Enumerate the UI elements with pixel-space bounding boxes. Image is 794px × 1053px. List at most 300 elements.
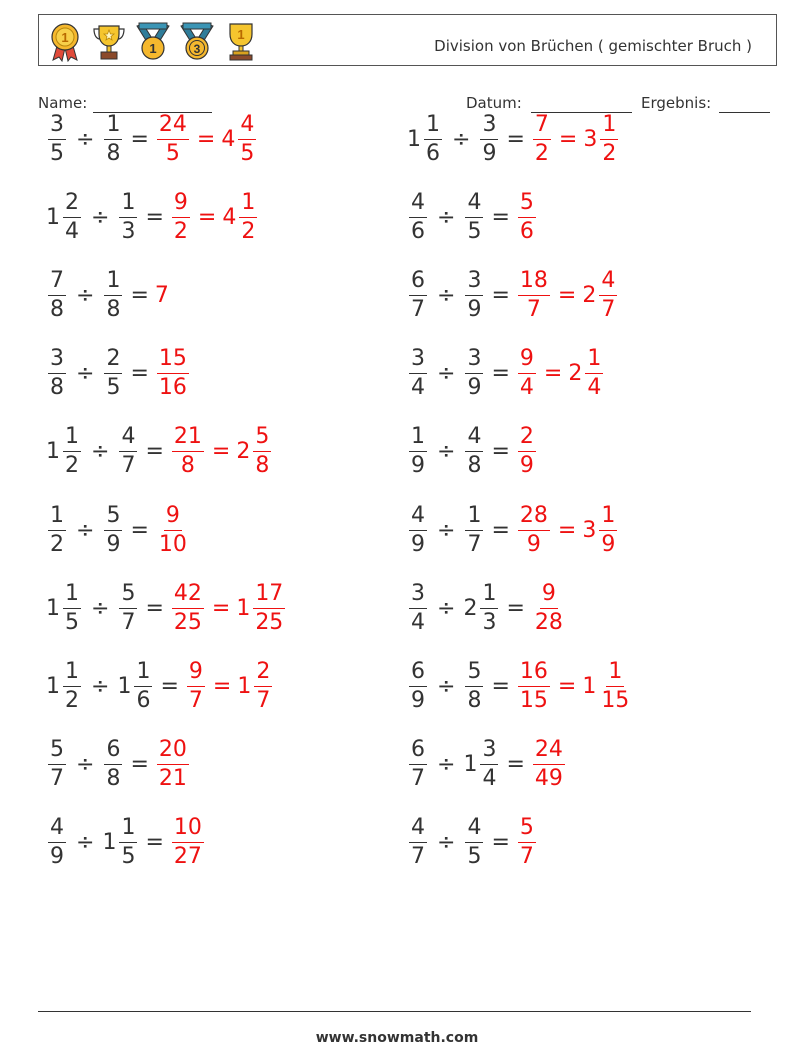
equals-sign-answer: = [211, 595, 231, 621]
fraction [465, 502, 483, 557]
numerator: 17 [253, 583, 285, 609]
mixed-number [46, 739, 68, 790]
fraction [518, 267, 550, 322]
problem-3 [46, 182, 259, 252]
mixed-number [170, 426, 206, 477]
numerator: 5 [518, 817, 536, 843]
numerator: 1 [606, 661, 624, 687]
equals-sign-answer: = [197, 204, 217, 230]
denominator: 5 [106, 375, 121, 401]
problem-11 [46, 495, 191, 565]
whole-part: 1 [237, 673, 252, 699]
mixed-number [531, 739, 567, 790]
fraction [157, 739, 189, 790]
whole-part: 1 [463, 752, 478, 778]
equals-sign: = [145, 595, 164, 621]
equals-sign: = [491, 830, 510, 856]
denominator: 4 [65, 218, 79, 244]
trophy-star-icon [89, 20, 129, 62]
numerator: 20 [157, 739, 189, 765]
svg-text:1: 1 [61, 30, 69, 45]
divide-sign: ÷ [91, 204, 110, 230]
fraction [585, 348, 603, 399]
denominator: 4 [411, 375, 425, 401]
denominator: 7 [519, 844, 534, 870]
whole-part: 2 [236, 439, 251, 465]
numerator: 4 [409, 817, 427, 843]
denominator: 16 [158, 375, 187, 401]
mixed-number [236, 426, 273, 477]
denominator: 2 [173, 218, 188, 244]
numerator: 5 [119, 583, 137, 609]
denominator: 9 [411, 453, 425, 479]
whole-part: 1 [582, 673, 597, 699]
mixed-number [407, 348, 429, 399]
fraction [63, 426, 81, 477]
numerator: 18 [518, 270, 550, 296]
mixed-number [117, 580, 139, 635]
divide-sign: ÷ [76, 517, 95, 543]
numerator: 1 [480, 583, 498, 609]
award-icons [45, 20, 261, 62]
fraction [119, 817, 137, 868]
divide-sign: ÷ [91, 595, 110, 621]
footer-url: www.snowmath.com [315, 1030, 479, 1046]
equals-sign: = [491, 282, 510, 308]
fraction [533, 580, 565, 635]
numerator: 3 [465, 270, 483, 296]
whole-part: 1 [407, 126, 421, 152]
footer-divider [38, 1011, 751, 1012]
mixed-number [170, 580, 206, 635]
denominator: 8 [106, 296, 121, 322]
numerator: 1 [104, 270, 122, 296]
fraction [157, 348, 189, 399]
denominator: 4 [411, 609, 425, 635]
mixed-number [46, 580, 83, 635]
denominator: 6 [519, 218, 534, 244]
fraction [239, 189, 257, 244]
mixed-number [463, 426, 485, 477]
numerator: 2 [518, 426, 536, 452]
denominator: 7 [411, 766, 425, 792]
mixed-number [102, 111, 124, 166]
numerator: 6 [104, 739, 122, 765]
problem-9 [46, 417, 273, 487]
mixed-number [237, 658, 274, 713]
equals-sign: = [491, 204, 510, 230]
fraction [518, 817, 536, 868]
fraction [465, 189, 483, 244]
denominator: 7 [467, 531, 482, 557]
problem-4 [407, 182, 538, 252]
problem-10 [407, 417, 538, 487]
equals-sign: = [130, 126, 149, 152]
divide-sign: ÷ [437, 673, 456, 699]
fraction [533, 739, 565, 790]
equals-sign: = [506, 595, 525, 621]
numerator: 2 [63, 192, 81, 218]
mixed-number [46, 189, 83, 244]
mixed-number [463, 267, 485, 322]
fraction [157, 111, 189, 166]
name-label: Name: [38, 94, 88, 112]
denominator: 9 [106, 531, 121, 557]
mixed-number [582, 658, 633, 713]
result-label: Ergebnis: [641, 94, 712, 112]
mixed-number [463, 817, 485, 868]
result-field[interactable] [719, 112, 770, 113]
numerator: 1 [48, 505, 66, 531]
numerator: 7 [48, 270, 66, 296]
equals-sign: = [130, 361, 149, 387]
numerator: 3 [48, 114, 66, 140]
problem-19 [46, 808, 206, 878]
divide-sign: ÷ [91, 673, 110, 699]
divide-sign: ÷ [437, 752, 456, 778]
denominator: 6 [411, 218, 425, 244]
mixed-number [516, 502, 552, 557]
problem-5 [46, 260, 170, 330]
denominator: 9 [467, 375, 482, 401]
problem-16 [407, 651, 633, 721]
numerator: 3 [465, 348, 483, 374]
numerator: 7 [533, 114, 551, 140]
numerator: 3 [480, 114, 498, 140]
mixed-number [46, 817, 68, 868]
fraction [599, 267, 617, 322]
denominator: 8 [106, 140, 121, 166]
numerator: 28 [518, 505, 550, 531]
mixed-number [463, 739, 500, 790]
numerator: 5 [48, 739, 66, 765]
problem-7 [46, 339, 191, 409]
divide-sign: ÷ [437, 282, 456, 308]
mixed-number [478, 111, 500, 166]
whole-part: 1 [46, 595, 60, 621]
denominator: 9 [482, 140, 497, 166]
whole-part: 3 [582, 517, 597, 543]
denominator: 7 [188, 687, 203, 713]
numerator: 9 [187, 661, 205, 687]
mixed-number [221, 111, 258, 166]
denominator: 8 [50, 296, 64, 322]
medal-ribbon-1-icon [133, 20, 173, 62]
divide-sign: ÷ [76, 126, 95, 152]
equals-sign: = [506, 126, 525, 152]
mixed-number [102, 817, 139, 868]
numerator: 4 [48, 817, 66, 843]
denominator: 10 [158, 531, 187, 557]
whole-part: 3 [583, 126, 598, 152]
problem-15 [46, 651, 274, 721]
whole-part: 1 [117, 673, 132, 699]
mixed-number [46, 502, 68, 557]
trophy-1-icon [221, 20, 261, 62]
denominator: 2 [602, 140, 617, 166]
denominator: 8 [180, 453, 195, 479]
numerator: 3 [409, 348, 427, 374]
numerator: 2 [104, 348, 122, 374]
denominator: 7 [601, 296, 616, 322]
denominator: 4 [519, 375, 534, 401]
numerator: 42 [172, 583, 204, 609]
mixed-number [463, 658, 485, 713]
equals-sign: = [145, 204, 164, 230]
mixed-number [407, 739, 429, 790]
denominator: 8 [467, 453, 482, 479]
numerator: 15 [157, 348, 189, 374]
equals-sign: = [130, 282, 149, 308]
equals-sign-answer: = [557, 282, 577, 308]
numerator: 4 [465, 817, 483, 843]
denominator: 9 [467, 296, 482, 322]
problem-20 [407, 808, 538, 878]
numerator: 9 [172, 192, 190, 218]
denominator: 9 [50, 844, 64, 870]
denominator: 2 [50, 531, 64, 557]
fraction [104, 502, 122, 557]
problem-18 [407, 730, 567, 800]
fraction [518, 502, 550, 557]
denominator: 5 [467, 844, 482, 870]
mixed-number [185, 658, 207, 713]
numerator: 3 [48, 348, 66, 374]
date-label: Datum: [466, 94, 522, 112]
fraction [518, 426, 536, 477]
denominator: 4 [587, 375, 602, 401]
divide-sign: ÷ [91, 439, 110, 465]
medal-ribbon-3-icon [177, 20, 217, 62]
equals-sign: = [160, 673, 179, 699]
denominator: 7 [121, 609, 136, 635]
fraction [599, 502, 617, 557]
denominator: 5 [65, 609, 79, 635]
problem-2 [407, 104, 620, 174]
mixed-number [155, 502, 191, 557]
mixed-number [407, 111, 444, 166]
fraction [465, 348, 483, 399]
numerator: 9 [164, 505, 182, 531]
numerator: 9 [540, 583, 558, 609]
fraction [157, 502, 189, 557]
numerator: 1 [63, 426, 81, 452]
denominator: 5 [467, 218, 482, 244]
mixed-number [463, 502, 485, 557]
numerator: 1 [134, 661, 152, 687]
mixed-number [46, 267, 68, 322]
numerator: 24 [533, 739, 565, 765]
numerator: 9 [518, 348, 536, 374]
numerator: 1 [585, 348, 603, 374]
fraction [254, 658, 272, 713]
divide-sign: ÷ [76, 361, 95, 387]
numerator: 4 [409, 192, 427, 218]
equals-sign-answer: = [543, 361, 563, 387]
denominator: 8 [106, 766, 121, 792]
fraction [172, 580, 204, 635]
header-box [38, 14, 777, 66]
fraction [480, 739, 498, 790]
equals-sign: = [130, 517, 149, 543]
denominator: 25 [255, 609, 284, 635]
numerator: 1 [119, 192, 137, 218]
svg-text:3: 3 [193, 42, 201, 56]
fraction [104, 267, 122, 322]
fraction [409, 426, 427, 477]
mixed-number [46, 658, 83, 713]
fraction [465, 658, 483, 713]
equals-sign: = [130, 752, 149, 778]
denominator: 9 [411, 531, 425, 557]
mixed-number [117, 426, 139, 477]
fraction [104, 111, 122, 166]
mixed-number [170, 817, 206, 868]
divide-sign: ÷ [437, 517, 456, 543]
denominator: 6 [136, 687, 151, 713]
fraction [465, 817, 483, 868]
mixed-number [236, 580, 287, 635]
fraction [48, 502, 66, 557]
denominator: 2 [65, 453, 79, 479]
denominator: 7 [121, 453, 136, 479]
numerator: 4 [409, 505, 427, 531]
fraction [409, 267, 427, 322]
denominator: 8 [255, 453, 270, 479]
whole-part: 4 [222, 204, 237, 230]
denominator: 2 [241, 218, 256, 244]
mixed-number [155, 283, 170, 308]
fraction [409, 189, 427, 244]
mixed-number [102, 348, 124, 399]
fraction [465, 426, 483, 477]
denominator: 7 [256, 687, 271, 713]
fraction [63, 658, 81, 713]
fraction [172, 817, 204, 868]
equals-sign: = [506, 752, 525, 778]
equals-sign: = [491, 439, 510, 465]
mixed-number [155, 348, 191, 399]
denominator: 49 [534, 766, 563, 792]
denominator: 6 [426, 140, 440, 166]
fraction [253, 580, 285, 635]
denominator: 15 [519, 687, 548, 713]
fraction [104, 348, 122, 399]
numerator: 1 [119, 817, 137, 843]
fraction [480, 580, 498, 635]
fraction [119, 580, 137, 635]
denominator: 3 [482, 609, 497, 635]
numerator: 2 [254, 661, 272, 687]
divide-sign: ÷ [76, 752, 95, 778]
numerator: 6 [409, 661, 427, 687]
mixed-number [46, 348, 68, 399]
mixed-number [117, 189, 139, 244]
denominator: 27 [173, 844, 202, 870]
equals-sign-answer: = [212, 673, 232, 699]
numerator: 4 [119, 426, 137, 452]
fraction [518, 658, 550, 713]
equals-sign-answer: = [558, 126, 578, 152]
mixed-number [583, 111, 620, 166]
fraction [518, 348, 536, 399]
divide-sign: ÷ [76, 830, 95, 856]
denominator: 21 [158, 766, 187, 792]
mixed-number [222, 189, 259, 244]
denominator: 5 [240, 140, 255, 166]
fraction [48, 348, 66, 399]
whole-part: 1 [236, 595, 251, 621]
equals-sign-answer: = [557, 517, 577, 543]
fraction [104, 739, 122, 790]
worksheet-title: Division von Brüchen ( gemischter Bruch ) [434, 37, 752, 55]
numerator: 5 [104, 505, 122, 531]
divide-sign: ÷ [452, 126, 471, 152]
problem-13 [46, 573, 287, 643]
mixed-number [582, 502, 619, 557]
fraction [238, 111, 256, 166]
numerator: 4 [238, 114, 256, 140]
mixed-number [407, 267, 429, 322]
mixed-number [46, 111, 68, 166]
denominator: 9 [526, 531, 541, 557]
denominator: 7 [411, 844, 425, 870]
denominator: 15 [601, 687, 630, 713]
fraction [409, 658, 427, 713]
numerator: 24 [157, 114, 189, 140]
problem-1 [46, 104, 258, 174]
divide-sign: ÷ [437, 595, 456, 621]
numerator: 1 [599, 505, 617, 531]
fraction [480, 111, 498, 166]
equals-sign: = [145, 439, 164, 465]
numerator: 1 [63, 661, 81, 687]
problem-8 [407, 339, 605, 409]
denominator: 8 [467, 687, 482, 713]
mixed-number [407, 658, 429, 713]
mixed-number [102, 267, 124, 322]
svg-text:1: 1 [237, 27, 245, 42]
equals-sign: = [491, 673, 510, 699]
mixed-number [407, 426, 429, 477]
numerator: 1 [409, 426, 427, 452]
whole-part: 2 [463, 595, 478, 621]
numerator: 5 [465, 661, 483, 687]
mixed-number [102, 739, 124, 790]
fraction [172, 189, 190, 244]
mixed-number [516, 817, 538, 868]
divide-sign: ÷ [437, 439, 456, 465]
whole-part: 4 [221, 126, 236, 152]
numerator: 4 [465, 426, 483, 452]
whole-part: 1 [46, 673, 60, 699]
mixed-number [46, 426, 83, 477]
mixed-number [463, 580, 500, 635]
equals-sign-answer: = [211, 439, 231, 465]
mixed-number [516, 189, 538, 244]
denominator: 2 [65, 687, 79, 713]
numerator: 21 [172, 426, 204, 452]
divide-sign: ÷ [437, 361, 456, 387]
fraction [48, 817, 66, 868]
problem-17 [46, 730, 191, 800]
fraction [424, 111, 442, 166]
numerator: 1 [424, 114, 442, 140]
denominator: 4 [482, 766, 497, 792]
numerator: 10 [172, 817, 204, 843]
fraction [63, 189, 81, 244]
problem-12 [407, 495, 619, 565]
